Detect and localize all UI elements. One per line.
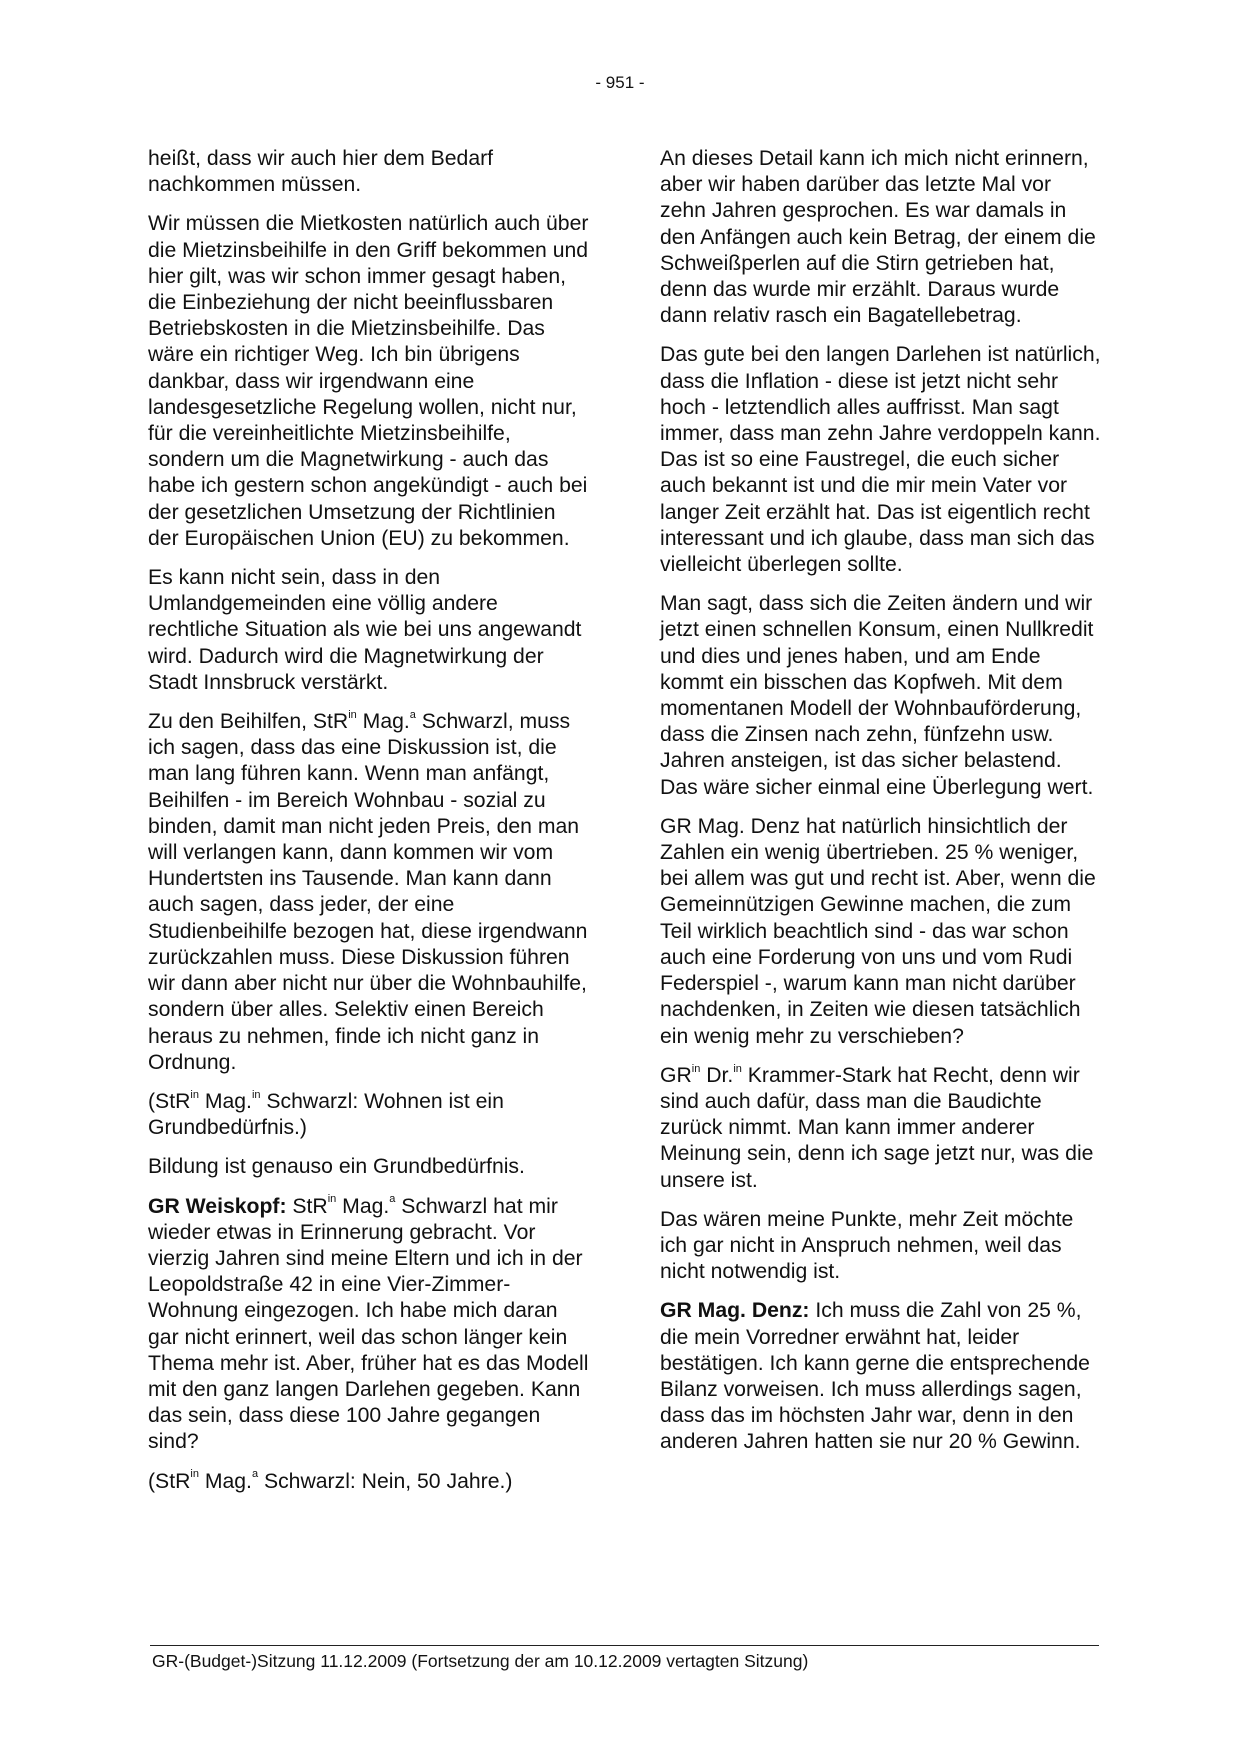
text-run: Schwarzl hat mir wieder etwas in Erinnerung gebracht. Vor vierzig Jahren sind meine Eltern und ich in der Leopoldstraße 42 in eine Vier-Zimmer-Wohnung eingezogen. Ich habe mich daran gar nicht erinnert, weil das schon länger kein Thema mehr ist. Aber, früher hat es das Modell mit den ganz langen Darlehen gegeben. Kann das sein, dass diese 100 Jahre gegangen sind? bbox=[148, 1194, 589, 1454]
paragraph: Bildung ist genauso ein Grundbedürfnis. bbox=[148, 1155, 525, 1179]
paragraph: An dieses Detail kann ich mich nicht erinnern, aber wir haben darüber das letzte Mal vor zehn Jahren gesprochen. Es war damals in den Anfängen auch kein Betrag, der einem die Schweißperlen auf die Stirn getrieben hat, denn das wurde mir erzählt. Daraus wurde dann relativ rasch ein Bagatellebetrag. bbox=[660, 147, 1096, 328]
text-run: Dr. bbox=[700, 1063, 734, 1087]
speaker-name: GR Weiskopf: bbox=[148, 1194, 287, 1218]
text-run: Mag. bbox=[336, 1194, 390, 1218]
text-run: Schwarzl: Wohnen ist ein Grundbedürfnis.) bbox=[148, 1089, 504, 1140]
paragraph: Wir müssen die Mietkosten natürlich auch über die Mietzinsbeihilfe in den Griff bekommen und hier gilt, was wir schon immer gesagt haben, die Einbeziehung der nicht beeinflussbaren Betriebskosten in die Mietzinsbeihilfe. Das wäre ein richtiger Weg. Ich bin übrigens dankbar, dass wir irgendwann eine landesgesetzliche Regelung wollen, nicht nur, für die vereinheitlichte Mietzinsbeihilfe, sondern um die Magnetwirkung - auch das habe ich gestern schon angekündigt - auch bei der gesetzlichen Umsetzung der Richtlinien der Europäischen Union (EU) zu bekommen. bbox=[148, 212, 589, 550]
footer-divider bbox=[150, 1645, 1099, 1646]
superscript: a bbox=[389, 1193, 396, 1206]
right-column bbox=[660, 146, 1102, 1469]
text-run: Mag. bbox=[198, 1469, 252, 1493]
text-run: (StR bbox=[148, 1469, 191, 1493]
superscript: in bbox=[348, 709, 357, 721]
text-run: StR bbox=[286, 1194, 328, 1218]
paragraph bbox=[148, 709, 590, 1076]
text-run: Ich muss die Zahl von 25 %, die mein Vorredner erwähnt hat, leider bestätigen. Ich kann gerne die entsprechende Bilanz vorweisen. Ich muss allerdings sagen, dass das im höchsten Jahr war, denn in den anderen Jahren hatten sie nur 20 % Gewinn. bbox=[660, 1299, 1090, 1454]
superscript: in bbox=[251, 1088, 261, 1101]
page-number: - 951 - bbox=[595, 73, 645, 92]
paragraph bbox=[660, 1063, 1102, 1194]
text-run: Mag. bbox=[356, 710, 410, 734]
superscript: a bbox=[251, 1468, 259, 1481]
paragraph: heißt, dass wir auch hier dem Bedarf nachkommen müssen. bbox=[148, 147, 494, 197]
text-run: (StR bbox=[148, 1089, 191, 1113]
speech-paragraph bbox=[660, 1298, 1102, 1455]
speech-paragraph bbox=[148, 1194, 590, 1456]
paragraph: Das gute bei den langen Darlehen ist natürlich, dass die Inflation - diese ist jetzt nicht sehr hoch - letztendlich alles auffrisst. Man sagt immer, dass man zehn Jahre verdoppeln kann. Das ist so eine Faustregel, die euch sicher auch bekannt ist und die mir mein Vater vor langer Zeit erzählt hat. Das ist eigentlich recht interessant und ich glaube, dass man sich das vielleicht überlegen sollte. bbox=[660, 343, 1101, 577]
text-run: Krammer-Stark hat Recht, denn wir sind auch dafür, dass man die Baudichte zurück nimmt. Man kann immer anderer Meinung sein, denn ich sage jetzt nur, was die unsere ist. bbox=[660, 1063, 1094, 1192]
superscript: a bbox=[409, 709, 416, 721]
text-run: Zu den Beihilfen, StR bbox=[148, 710, 349, 734]
paragraph: Man sagt, dass sich die Zeiten ändern und wir jetzt einen schnellen Konsum, einen Nullkredit und dies und jenes haben, und am Ende kommt ein bisschen das Kopfweh. Mit dem momentanen Modell der Wohnbauförderung, dass die Zinsen nach zehn, fünfzehn usw. Jahren ansteigen, ist das sicher belastend. Das wäre sicher einmal eine Überlegung wert. bbox=[660, 592, 1094, 799]
superscript: in bbox=[691, 1062, 701, 1075]
superscript: in bbox=[327, 1193, 337, 1206]
text-run: Schwarzl, muss ich sagen, dass das eine Diskussion ist, die man lang führen kann. Wenn man anfängt, Beihilfen - im Bereich Wohnbau - sozial zu binden, damit man nicht jeden Preis, den man will verlangen kann, dann kommen wir vom Hundertsten ins Tausende. Man kann dann auch sagen, dass jeder, der eine Studienbeihilfe bezogen hat, diese irgendwann zurückzahlen muss. Diese Diskussion führen wir dann aber nicht nur über die Wohnbauhilfe, sondern über alles. Selektiv einen Bereich heraus zu nehmen, finde ich nicht ganz in Ordnung. bbox=[148, 710, 588, 1074]
paragraph: Es kann nicht sein, dass in den Umlandgemeinden eine völlig andere rechtliche Situation als wie bei uns angewandt wird. Dadurch wird die Magnetwirkung der Stadt Innsbruck verstärkt. bbox=[148, 566, 582, 694]
interjection bbox=[148, 1089, 590, 1141]
left-column bbox=[148, 146, 590, 1508]
footer-text: GR-(Budget-)Sitzung 11.12.2009 (Fortsetzung der am 10.12.2009 vertagten Sitzung) bbox=[152, 1651, 809, 1671]
superscript: in bbox=[733, 1062, 742, 1075]
text-run: Schwarzl: Nein, 50 Jahre.) bbox=[258, 1469, 513, 1493]
superscript: in bbox=[190, 1088, 199, 1101]
text-run: Mag. bbox=[198, 1089, 252, 1113]
text-run: GR bbox=[660, 1063, 692, 1087]
speaker-name: GR Mag. Denz: bbox=[660, 1299, 810, 1323]
paragraph: Das wären meine Punkte, mehr Zeit möchte ich gar nicht in Anspruch nehmen, weil das nicht notwendig ist. bbox=[660, 1207, 1074, 1284]
interjection bbox=[148, 1469, 590, 1495]
superscript: in bbox=[190, 1468, 199, 1481]
paragraph: GR Mag. Denz hat natürlich hinsichtlich der Zahlen ein wenig übertrieben. 25 % weniger, bei allem was gut und recht ist. Aber, wenn die Gemeinnützigen Gewinne machen, die zum Teil wirklich beachtlich sind - das war schon auch eine Forderung von uns und vom Rudi Federspiel -, warum kann man nicht darüber nachdenken, in Zeiten wie diesen tatsächlich ein wenig mehr zu verschieben? bbox=[660, 814, 1096, 1048]
